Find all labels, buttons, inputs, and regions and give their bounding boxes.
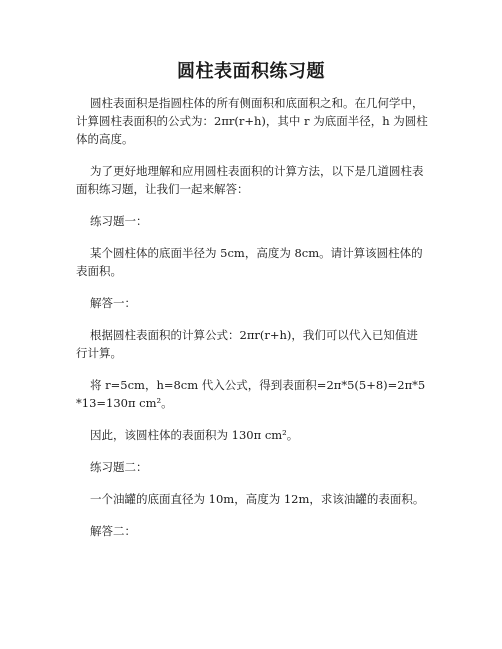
answer-1-heading: 解答一： — [90, 296, 136, 310]
answer-1-calculation: 将 r=5cm，h=8cm 代入公式，得到表面积=2π*5(5+8)=2π*5*13=130π cm²。 — [76, 378, 426, 410]
paragraph-lead-in: 为了更好地理解和应用圆柱表面积的计算方法，以下是几道圆柱表面积练习题，让我们一起来解答： — [76, 164, 424, 196]
exercise-1-heading: 练习题一： — [90, 214, 148, 228]
paragraph-intro: 圆柱表面积是指圆柱体的所有侧面积和底面积之和。在几何学中，计算圆柱表面积的公式为：2πr(r+h)，其中 r 为底面半径，h 为圆柱体的高度。 — [76, 96, 428, 146]
exercise-2-question: 一个油罐的底面直径为 10m，高度为 12m，求该油罐的表面积。 — [90, 492, 425, 506]
answer-2-heading: 解答二： — [90, 524, 136, 538]
exercise-1-question: 某个圆柱体的底面半径为 5cm，高度为 8cm。请计算该圆柱体的表面积。 — [76, 246, 423, 278]
exercise-2-heading: 练习题二： — [90, 460, 148, 474]
answer-1-method: 根据圆柱表面积的计算公式：2πr(r+h)，我们可以代入已知值进行计算。 — [76, 328, 418, 360]
answer-1-conclusion: 因此，该圆柱体的表面积为 130π cm²。 — [90, 428, 299, 442]
document-title: 圆柱表面积练习题 — [177, 61, 325, 82]
document-body — [76, 94, 428, 554]
